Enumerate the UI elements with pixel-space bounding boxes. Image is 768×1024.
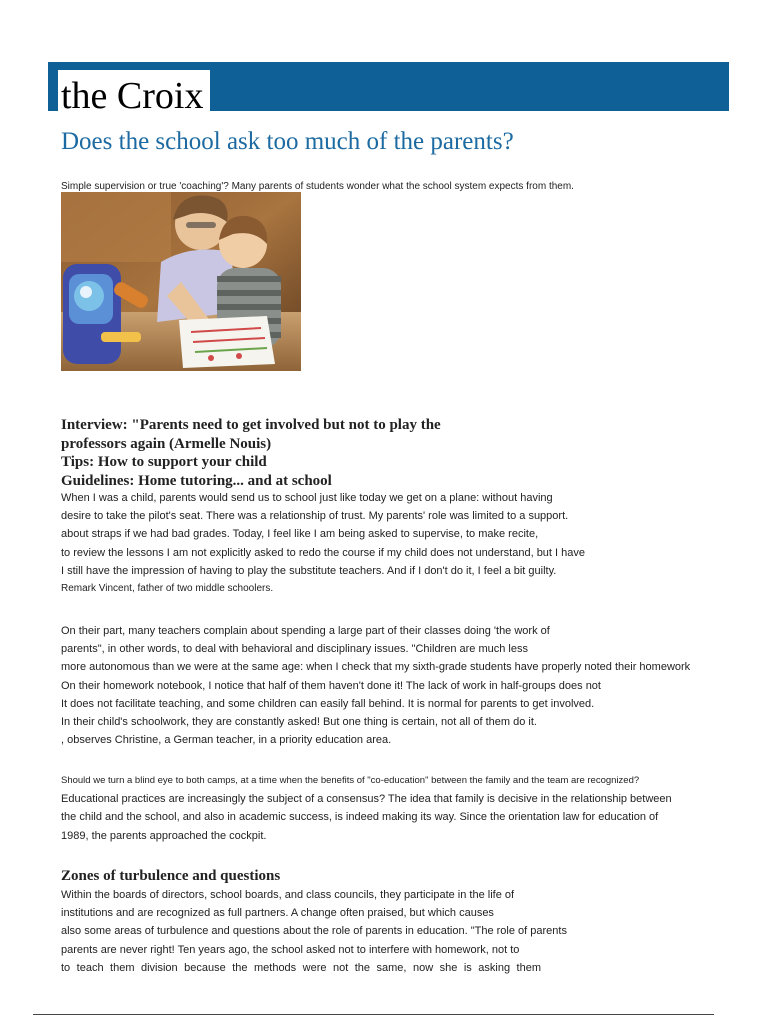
text-line: the child and the school, and also in academic success, is indeed making its way. Since the orientation law for education of — [61, 811, 659, 824]
text-line: to review the lessons I am not explicitly asked to redo the course if my child does not understand, but I have — [61, 546, 586, 559]
text-line: On their part, many teachers complain about spending a large part of their classes doing 'the work of — [61, 625, 550, 637]
text-line: also some areas of turbulence and questions about the role of parents in education. "The role of parents — [61, 925, 567, 938]
article-photo — [61, 192, 301, 371]
article-headline: Does the school ask too much of the parents? — [61, 128, 514, 155]
text-line: In their child's schoolwork, they are constantly asked! But one thing is certain, not all of them do it. — [61, 716, 537, 729]
text-line: Within the boards of directors, school boards, and class councils, they participate in the life of — [61, 889, 515, 901]
paragraph-2 — [61, 622, 721, 749]
related-link[interactable]: Guidelines: Home tutoring... and at school — [61, 472, 332, 489]
masthead-banner — [48, 62, 729, 111]
text-line: On their homework notebook, I notice that half of them haven't done it! The lack of work in half-groups does not — [61, 679, 601, 692]
text-line: parents", in other words, to deal with behavioral and disciplinary issues. "Children are much less — [61, 643, 528, 656]
related-link[interactable]: professors again (Armelle Nouis) — [61, 435, 272, 452]
text-line: 1989, the parents approached the cockpit. — [61, 829, 267, 842]
text-line: I still have the impression of having to play the substitute teachers. And if I don't do it, I feel a bit guilty. — [61, 564, 557, 577]
text-line: parents are never right! Ten years ago, the school asked not to interfere with homework, not to — [61, 943, 520, 956]
text-line: desire to take the pilot's seat. There was a relationship of trust. My parents' role was limited to a support. — [61, 510, 569, 523]
text-line: institutions and are recognized as full partners. A change often praised, but which causes — [61, 907, 494, 920]
paragraph-3 — [61, 772, 721, 845]
text-line: to teach them division because the methods were not the same, now she is asking them — [61, 961, 541, 974]
article-standfirst: Simple supervision or true 'coaching'? Many parents of students wonder what the school system expects from them. — [61, 181, 574, 192]
related-links — [61, 416, 481, 490]
related-link[interactable]: Interview: "Parents need to get involved but not to play the — [61, 417, 441, 433]
paragraph-4 — [61, 886, 721, 977]
site-logo[interactable] — [58, 70, 210, 111]
paragraph-1 — [61, 489, 721, 598]
footer-divider — [33, 1014, 714, 1015]
text-line: When I was a child, parents would send us to school just like today we get on a plane: without having — [61, 492, 553, 504]
text-line: about straps if we had bad grades. Today, I feel like I am being asked to supervise, to make recite, — [61, 528, 539, 541]
text-line: Remark Vincent, father of two middle schoolers. — [61, 583, 274, 595]
related-link[interactable]: Tips: How to support your child — [61, 454, 267, 470]
logo-text: the Croix — [61, 75, 204, 111]
section-subheading: Zones of turbulence and questions — [61, 868, 281, 884]
text-line: Educational practices are increasingly the subject of a consensus? The idea that family is decisive in the relationship between — [61, 793, 672, 806]
text-line: , observes Christine, a German teacher, in a priority education area. — [61, 734, 392, 747]
text-line: Should we turn a blind eye to both camps, at a time when the benefits of "co-education" between the family and the team are recognized? — [61, 775, 640, 786]
parent-child-homework-image — [61, 192, 301, 371]
text-line: more autonomous than we were at the same age: when I check that my sixth-grade students have properly noted their homework — [61, 661, 691, 674]
text-line: It does not facilitate teaching, and some children can easily fall behind. It is normal for parents to get involved. — [61, 697, 595, 710]
